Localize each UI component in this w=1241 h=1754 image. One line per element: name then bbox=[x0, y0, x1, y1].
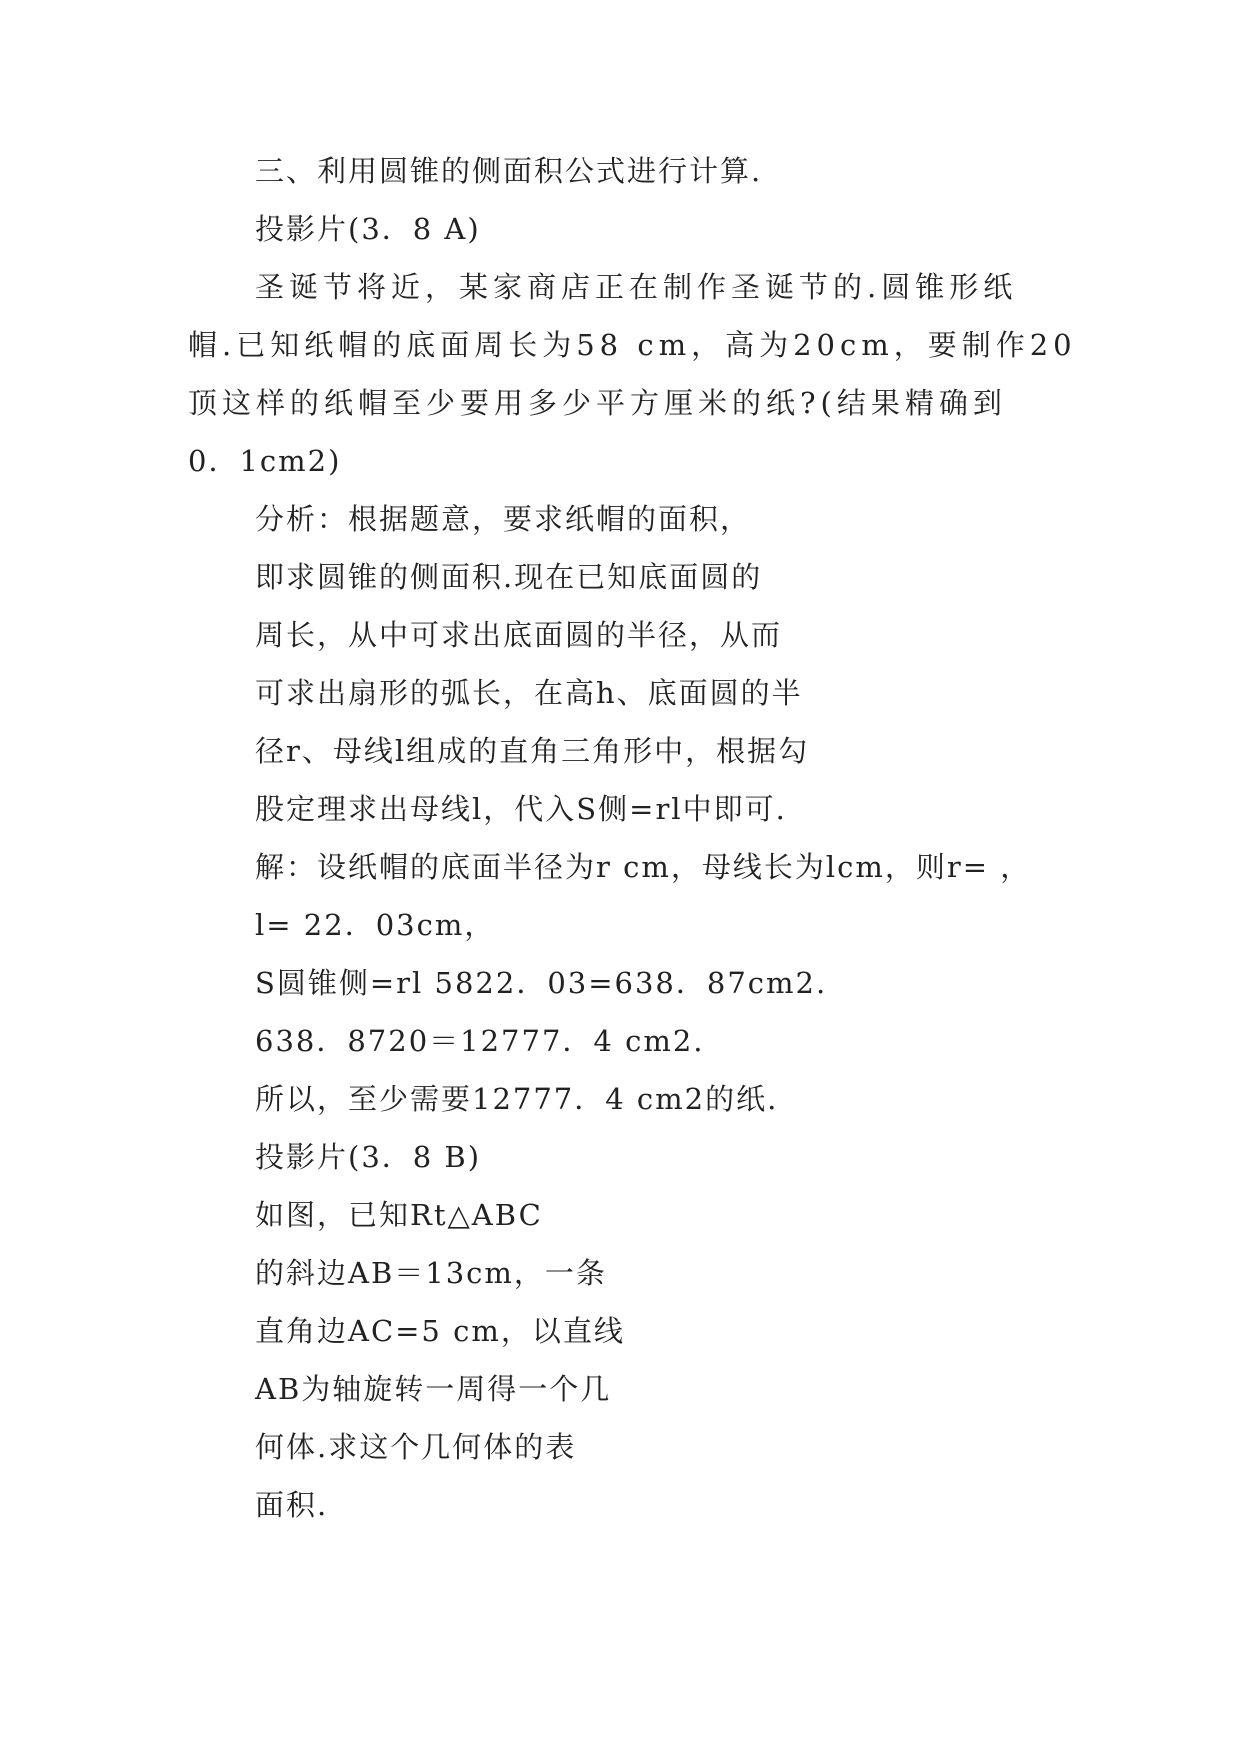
problem-b-line-5: 何体.求这个几何体的表 bbox=[255, 1430, 577, 1464]
analysis-line-1: 分析：根据题意，要求纸帽的面积， bbox=[255, 502, 752, 536]
slide-label-a: 投影片(3．8 A) bbox=[255, 212, 481, 246]
solution-line-5: 所以，至少需要12777．4 cm2的纸. bbox=[255, 1082, 779, 1116]
solution-line-2: l= 22．03cm， bbox=[255, 908, 496, 942]
problem-line-3: 顶这样的纸帽至少要用多少平方厘米的纸?(结果精确到 bbox=[188, 386, 1007, 420]
problem-line-1: 圣诞节将近，某家商店正在制作圣诞节的.圆锥形纸 bbox=[255, 270, 1018, 304]
solution-line-3: S圆锥侧=rl 5822．03=638．87cm2. bbox=[255, 966, 828, 1000]
analysis-line-3: 周长，从中可求出底面圆的半径，从而 bbox=[255, 618, 783, 652]
solution-line-4: 638．8720＝12777．4 cm2. bbox=[255, 1024, 705, 1058]
problem-b-line-2: 的斜边AB＝13cm，一条 bbox=[255, 1256, 607, 1290]
problem-b-line-4: AB为轴旋转一周得一个几 bbox=[255, 1372, 612, 1406]
analysis-line-4: 可求出扇形的弧长，在高h、底面圆的半 bbox=[255, 676, 803, 710]
analysis-line-2: 即求圆锥的侧面积.现在已知底面圆的 bbox=[255, 560, 763, 594]
problem-b-line-1: 如图，已知Rt△ABC bbox=[255, 1198, 543, 1232]
problem-b-line-3: 直角边AC=5 cm，以直线 bbox=[255, 1314, 625, 1348]
document-body bbox=[0, 154, 1241, 1549]
slide-label-b: 投影片(3．8 B) bbox=[255, 1140, 482, 1174]
problem-line-4: 0．1cm2) bbox=[188, 444, 342, 478]
analysis-line-5: 径r、母线l组成的直角三角形中，根据勾 bbox=[255, 734, 810, 768]
analysis-line-6: 股定理求出母线l，代入S侧=rl中即可. bbox=[255, 792, 787, 826]
problem-line-2: 帽.已知纸帽的底面周长为58 cm，高为20cm，要制作20 bbox=[188, 328, 1077, 362]
solution-line-1: 解：设纸帽的底面半径为r cm，母线长为lcm，则r= ， bbox=[255, 850, 1032, 884]
section-heading: 三、利用圆锥的侧面积公式进行计算. bbox=[255, 154, 763, 188]
problem-b-line-6: 面积. bbox=[255, 1488, 329, 1522]
